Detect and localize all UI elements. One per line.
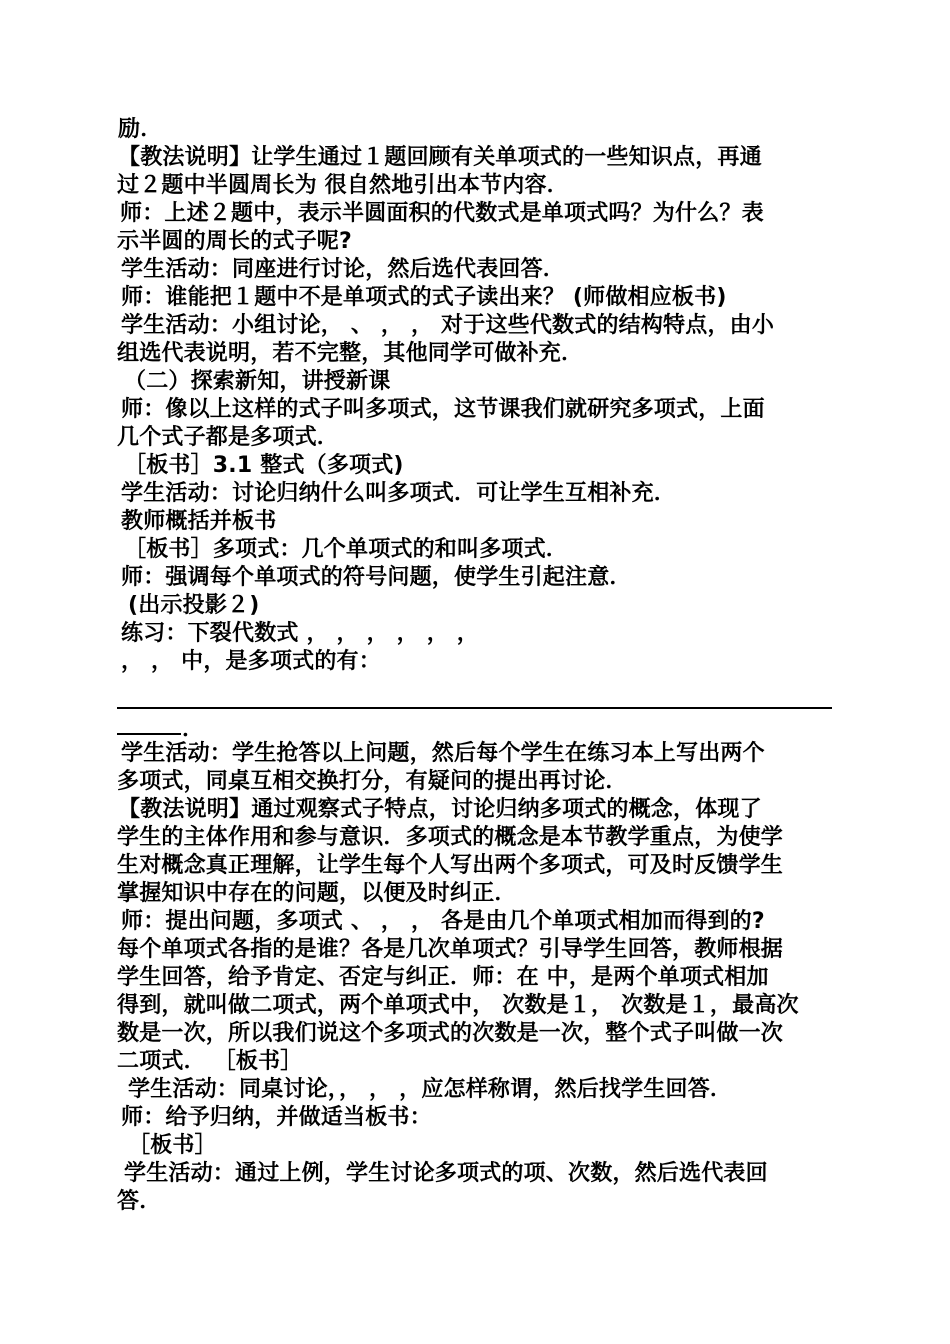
text-line: 过２题中半圆周长为 很自然地引出本节内容．: [117, 173, 569, 198]
text-line: 励．: [118, 117, 163, 142]
text-line: 师：提出问题，多项式 、 ， ， 各是由几个单项式相加而得到的?: [121, 909, 765, 934]
text-line: ［板书］多项式：几个单项式的和叫多项式．: [124, 537, 569, 562]
text-line: 师：像以上这样的式子叫多项式，这节课我们就研究多项式，上面: [121, 397, 765, 422]
text-line: 学生活动：同座进行讨论，然后选代表回答．: [121, 257, 566, 282]
text-line: 学生活动：同桌讨论，， ， ，应怎样称谓，然后找学生回答．: [128, 1077, 733, 1102]
text-line: 师：上述２题中，表示半圆面积的代数式是单项式吗？为什么？表: [120, 201, 764, 226]
text-line: 几个式子都是多项式．: [117, 425, 340, 450]
text-line: 师：给予归纳，并做适当板书：: [121, 1105, 432, 1130]
text-line: ［板书］3.1 整式（多项式): [124, 453, 404, 478]
text-line: 组选代表说明，若不完整，其他同学可做补充．: [117, 341, 584, 366]
text-line: 答．: [117, 1189, 162, 1214]
text-line: 数是一次，所以我们说这个多项式的次数是一次，整个式子叫做一次: [117, 1021, 784, 1046]
text-line: (出示投影２): [128, 593, 260, 618]
text-line: 二项式． ［板书］: [117, 1049, 303, 1074]
text-line: 学生的主体作用和参与意识．多项式的概念是本节教学重点，为使学: [117, 825, 784, 850]
text-line: 师：谁能把１题中不是单项式的式子读出来？ (师做相应板书): [121, 285, 727, 310]
text-line: 【教法说明】让学生通过１题回顾有关单项式的一些知识点，再通: [118, 145, 762, 170]
text-line: 得到，就叫做二项式，两个单项式中， 次数是１， 次数是１，最高次: [117, 993, 799, 1018]
text-line: 示半圆的周长的式子呢?: [117, 229, 352, 254]
text-line: 师：强调每个单项式的符号问题，使学生引起注意．: [121, 565, 632, 590]
text-line: 学生活动：通过上例，学生讨论多项式的项、次数，然后选代表回: [124, 1161, 768, 1186]
text-line: 掌握知识中存在的问题，以便及时纠正．: [117, 881, 517, 906]
text-line: 学生活动：讨论归纳什么叫多项式．可让学生互相补充．: [121, 481, 677, 506]
text-line: 学生回答，给予肯定、否定与纠正．师：在 中，是两个单项式相加: [117, 965, 769, 990]
text-line: 每个单项式各指的是谁？各是几次单项式？引导学生回答，教师根据: [117, 937, 784, 962]
answer-blank-line: [117, 707, 832, 709]
text-line: 【教法说明】通过观察式子特点，讨论归纳多项式的概念，体现了: [118, 797, 762, 822]
text-line: ， ， 中，是多项式的有：: [121, 649, 381, 674]
text-line: ［板书］: [128, 1133, 217, 1158]
answer-blank-line-end: [117, 733, 181, 735]
section-heading: （二）探索新知，讲授新课: [124, 369, 391, 394]
text-line: ．: [182, 717, 205, 742]
text-line: 学生活动：小组讨论， 、 ， ， 对于这些代数式的结构特点，由小: [121, 313, 775, 338]
text-line: 学生活动：学生抢答以上问题，然后每个学生在练习本上写出两个: [121, 741, 765, 766]
text-line: 多项式，同桌互相交换打分，有疑问的提出再讨论．: [117, 769, 628, 794]
text-line: 生对概念真正理解，让学生每个人写出两个多项式，可及时反馈学生: [117, 853, 784, 878]
text-line: 练习：下裂代数式 ， ， ， ， ， ，: [121, 621, 479, 646]
text-line: 教师概括并板书: [121, 509, 277, 534]
